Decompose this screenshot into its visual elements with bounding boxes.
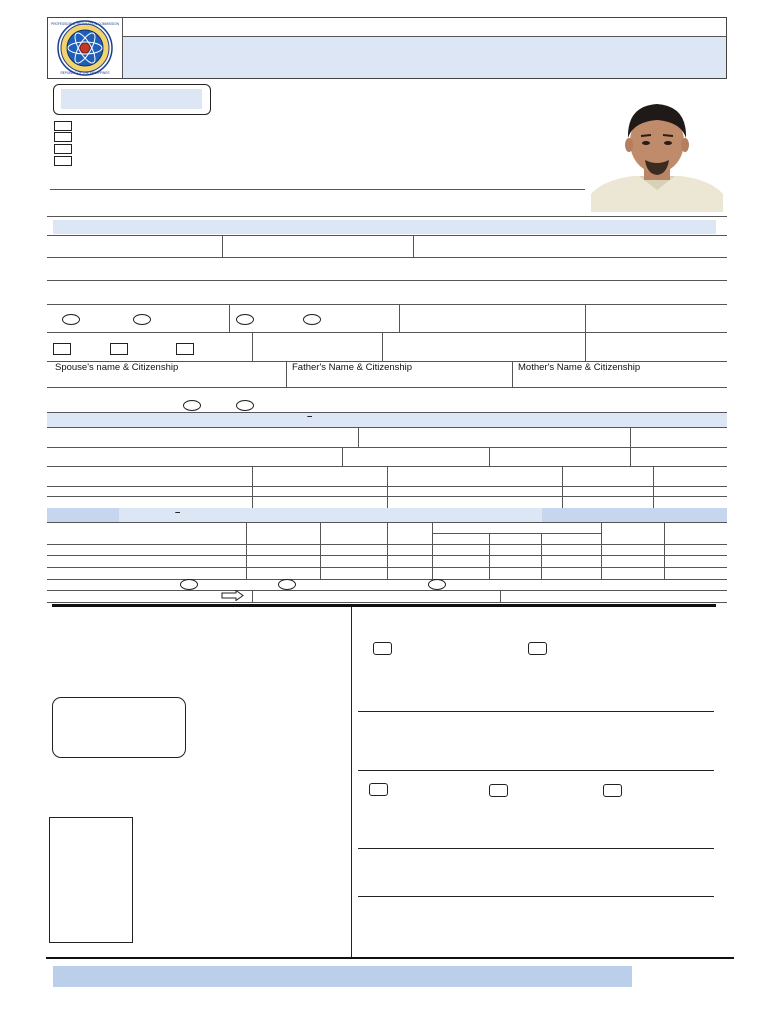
checkbox-right-1[interactable]: [373, 642, 392, 655]
personal-info-header-band: [53, 220, 716, 234]
seal-text-bottom: REPUBLIC OF THE PHILIPPINES: [60, 71, 110, 75]
education-dash: –: [307, 411, 313, 422]
lower-bottom-rule: [46, 957, 734, 959]
signature-line: [50, 189, 585, 190]
exam-header-band-mid: [119, 508, 542, 522]
checkbox-1[interactable]: [54, 121, 72, 131]
checkbox-status-2[interactable]: [110, 343, 128, 355]
exam-header-band-left: [47, 508, 119, 522]
application-number-field[interactable]: [61, 89, 202, 109]
seal-text-top: PROFESSIONAL REGULATION COMMISSION: [51, 22, 119, 26]
thumbmark-box: [52, 697, 186, 758]
education-header-band: [47, 412, 727, 427]
radio-yes[interactable]: [183, 400, 201, 411]
prc-seal-logo: [51, 19, 119, 77]
checkbox-right-4[interactable]: [489, 784, 508, 797]
radio-option-4[interactable]: [303, 314, 321, 325]
checkbox-2[interactable]: [54, 132, 72, 142]
checkbox-right-2[interactable]: [528, 642, 547, 655]
checkbox-4[interactable]: [54, 156, 72, 166]
radio-choice-c[interactable]: [428, 579, 446, 590]
checkbox-status-1[interactable]: [53, 343, 71, 355]
exam-header-band-right: [542, 508, 727, 522]
arrow-right-icon: [221, 590, 245, 601]
mother-label: Mother's Name & Citizenship: [518, 362, 641, 373]
photo-box: [49, 817, 133, 943]
exam-dash: –: [175, 507, 181, 518]
spouse-label: Spouse's name & Citizenship: [55, 362, 179, 373]
radio-no[interactable]: [236, 400, 254, 411]
footer-band: [53, 966, 632, 987]
radio-option-3[interactable]: [236, 314, 254, 325]
header-title-field: [123, 37, 726, 78]
radio-choice-a[interactable]: [180, 579, 198, 590]
checkbox-right-5[interactable]: [603, 784, 622, 797]
radio-option-1[interactable]: [62, 314, 80, 325]
applicant-photo: [589, 98, 725, 212]
checkbox-right-3[interactable]: [369, 783, 388, 796]
radio-choice-b[interactable]: [278, 579, 296, 590]
checkbox-3[interactable]: [54, 144, 72, 154]
lower-top-rule: [52, 604, 716, 607]
radio-option-2[interactable]: [133, 314, 151, 325]
checkbox-status-3[interactable]: [176, 343, 194, 355]
father-label: Father's Name & Citizenship: [292, 362, 413, 373]
